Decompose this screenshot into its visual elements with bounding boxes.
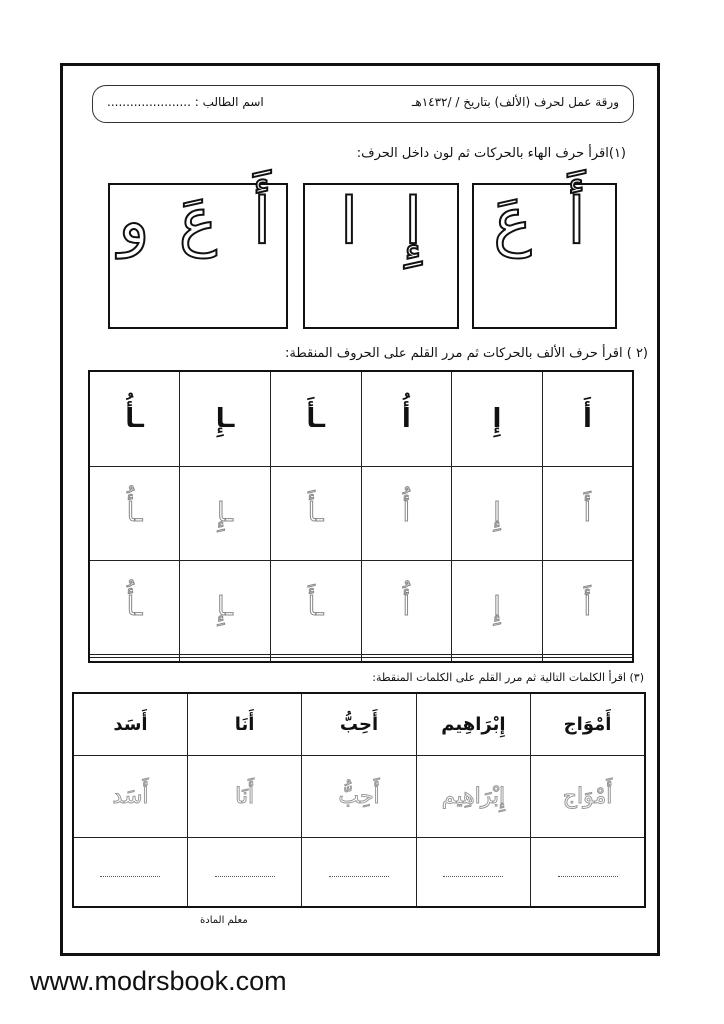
table-row <box>89 466 633 560</box>
writing-line-cell <box>187 837 301 907</box>
model-word: أَمْوَاج <box>531 693 645 755</box>
teacher-label: معلم المادة <box>200 915 248 926</box>
table-row <box>73 755 645 837</box>
letter-box-2 <box>303 183 459 329</box>
trace-word: إِبْرَاهِيم <box>416 755 530 837</box>
model-word: إِبْرَاهِيم <box>416 693 530 755</box>
blank-cell <box>542 657 633 662</box>
word-practice-grid <box>72 692 646 908</box>
blank-cell <box>180 657 271 662</box>
trace-letter: ـأَ <box>270 466 361 560</box>
model-letter: ـأَ <box>270 371 361 466</box>
model-word: أَسَد <box>73 693 187 755</box>
trace-letter: إِ <box>452 560 543 654</box>
trace-word: أَحِبُّ <box>302 755 416 837</box>
blank-cell <box>361 657 452 662</box>
writing-line <box>443 875 503 877</box>
table-row <box>73 693 645 755</box>
trace-letter: إِ <box>452 466 543 560</box>
table-row <box>89 371 633 466</box>
writing-line-cell <box>531 837 645 907</box>
trace-letter: أُ <box>361 560 452 654</box>
blank-cell <box>270 657 361 662</box>
section1-instruction: (١)اقرأ حرف الهاء بالحركات ثم لون داخل الحرف: <box>356 146 626 161</box>
trace-letter: أَ <box>542 560 633 654</box>
model-letter: ـأُ <box>89 371 180 466</box>
writing-line-cell <box>73 837 187 907</box>
trace-word: أَسَد <box>73 755 187 837</box>
letter-box-3 <box>97 183 299 329</box>
trace-letter: ـإِ <box>180 466 271 560</box>
trace-word: أَمْوَاج <box>531 755 645 837</box>
model-letter: ـإِ <box>180 371 271 466</box>
model-word: أَحِبُّ <box>302 693 416 755</box>
trace-letter: أُ <box>361 466 452 560</box>
table-row <box>89 657 633 662</box>
writing-line <box>329 875 389 877</box>
student-name-field: اسم الطالب : ...................... <box>107 95 264 109</box>
trace-letter: أَ <box>542 466 633 560</box>
trace-letter: ـأُ <box>89 466 180 560</box>
letter-box-1 <box>472 183 617 329</box>
model-letter: أُ <box>361 371 452 466</box>
writing-line <box>100 875 160 877</box>
outlined-letter: أَ عَ و <box>97 185 299 259</box>
section2-instruction: (٢ ) اقرأ حرف الألف بالحركات ثم مرر القلم على الحروف المنقطة: <box>285 346 648 361</box>
outlined-letter: أَ عَ <box>475 185 614 259</box>
blank-cell <box>89 657 180 662</box>
writing-line-cell <box>416 837 530 907</box>
model-letter: إِ <box>452 371 543 466</box>
model-letter: أَ <box>542 371 633 466</box>
worksheet-header <box>92 85 634 123</box>
outlined-letter: إِ ا <box>312 185 450 259</box>
worksheet-title: ورقة عمل لحرف (الألف) بتاريخ / /١٤٣٢هـ <box>411 95 619 109</box>
site-url[interactable]: www.modrsbook.com <box>30 966 287 996</box>
trace-letter: ـإِ <box>180 560 271 654</box>
table-row <box>89 560 633 654</box>
blank-cell <box>452 657 543 662</box>
writing-line <box>558 875 618 877</box>
trace-word: أَنَا <box>187 755 301 837</box>
model-word: أَنَا <box>187 693 301 755</box>
writing-line <box>215 875 275 877</box>
letter-practice-grid <box>88 370 634 663</box>
section3-instruction: (٣) اقرأ الكلمات التالية ثم مرر القلم على الكلمات المنقطة: <box>372 671 644 684</box>
trace-letter: ـأُ <box>89 560 180 654</box>
table-row <box>73 837 645 907</box>
writing-line-cell <box>302 837 416 907</box>
trace-letter: ـأَ <box>270 560 361 654</box>
